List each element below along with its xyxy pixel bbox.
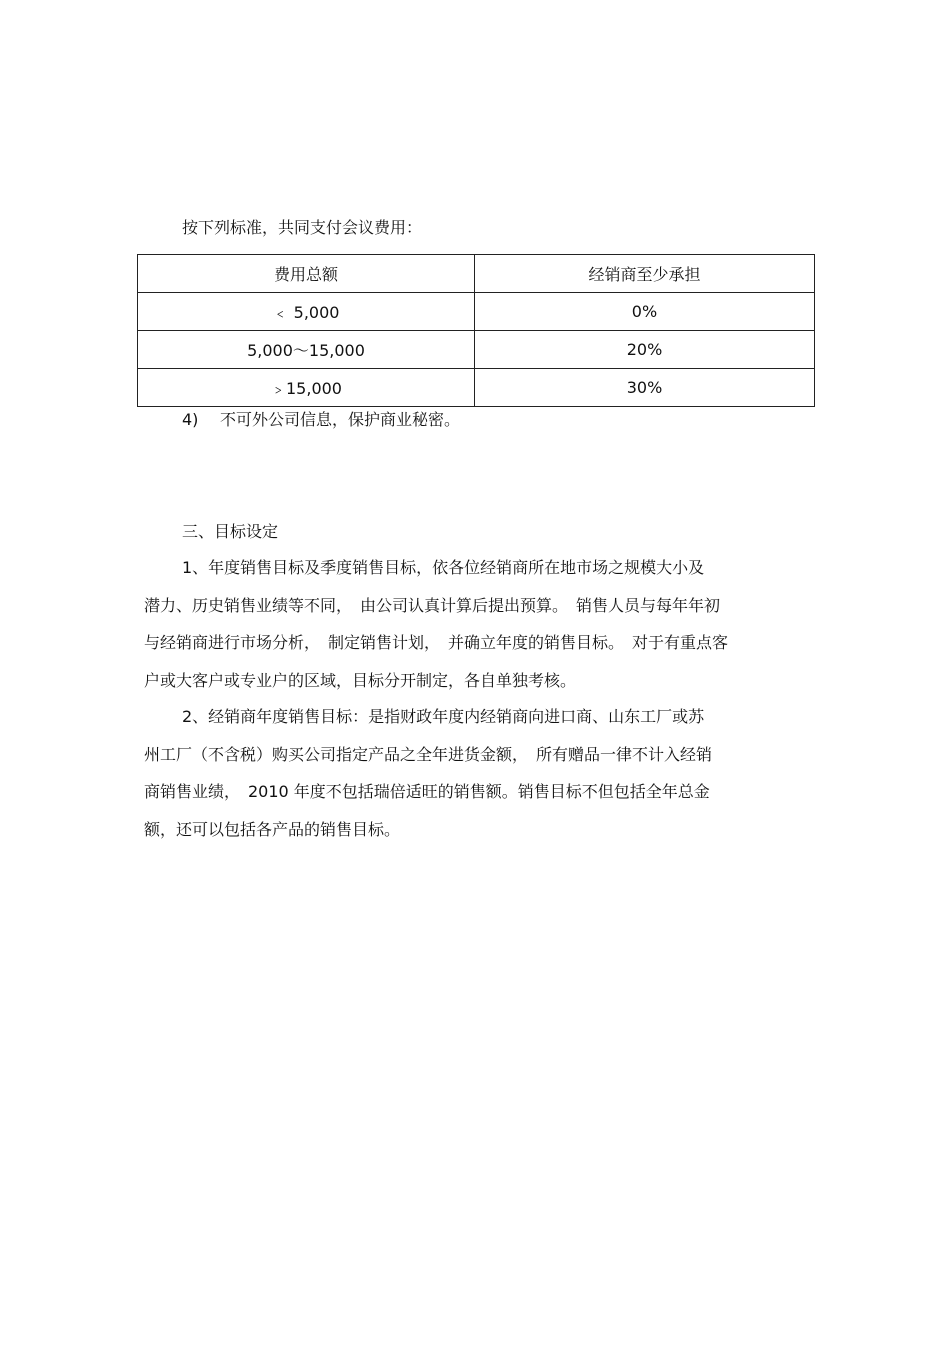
paragraph-dealer-annual-target [144, 698, 804, 848]
header-total-fee: 费用总额 [138, 255, 475, 293]
fee-table [137, 254, 815, 407]
paragraph-line: 商销售业绩， 2010 年度不包括瑞倍适旺的销售额。销售目标不但包括全年总金 [144, 782, 710, 801]
header-dealer-share: 经销商至少承担 [475, 255, 815, 293]
list-item-number: 4) [182, 410, 199, 429]
fee-range-cell: ﹥15,000 [138, 369, 475, 407]
dealer-share-cell: 30% [475, 369, 815, 407]
intro-text: 按下列标准，共同支付会议费用： [182, 218, 423, 237]
fee-table-header [138, 255, 815, 293]
paragraph-line: 2、经销商年度销售目标：是指财政年度内经销商向进口商、山东工厂或苏 [182, 707, 705, 726]
paragraph-line: 额，还可以包括各产品的销售目标。 [144, 819, 401, 839]
paragraph-line: 与经销商进行市场分析， 制定销售计划， 并确立年度的销售目标。 对于有重点客 [144, 633, 729, 652]
fee-range-cell: ﹤ 5,000 [138, 293, 475, 331]
section-heading: 三、目标设定 [182, 522, 279, 541]
dealer-share-cell: 0% [475, 293, 815, 331]
dealer-share-cell: 20% [475, 331, 815, 369]
paragraph-line: 户或大客户或专业户的区域，目标分开制定，各自单独考核。 [144, 670, 577, 690]
table-row [138, 369, 815, 407]
paragraph-line: 1、年度销售目标及季度销售目标，依各位经销商所在地市场之规模大小及 [182, 558, 705, 577]
list-item-4 [182, 410, 460, 430]
table-row [138, 331, 815, 369]
paragraph-line: 潜力、历史销售业绩等不同， 由公司认真计算后提出预算。 销售人员与每年年初 [144, 595, 721, 615]
table-row [138, 293, 815, 331]
paragraph-line: 州工厂（不含税）购买公司指定产品之全年进货金额， 所有赠品一律不计入经销 [144, 744, 713, 764]
list-item-text: 不可外公司信息，保护商业秘密。 [220, 410, 461, 429]
fee-range-cell: 5,000～15,000 [138, 331, 475, 369]
paragraph-annual-quarterly-targets [144, 549, 804, 699]
